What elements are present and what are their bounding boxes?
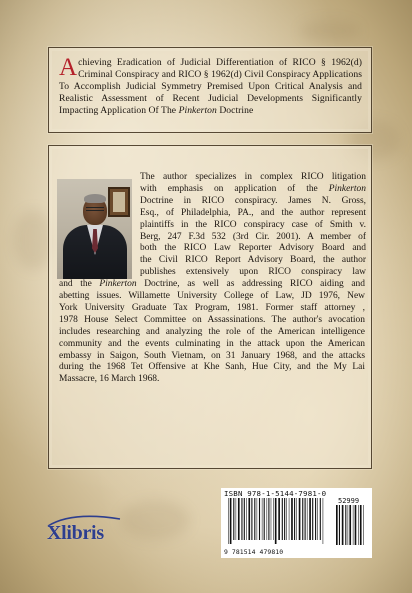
barcode-bar xyxy=(317,498,318,540)
barcode-bar xyxy=(251,498,252,540)
bio-line: 1978 House Select Committee on Assassinations. The author's avocation xyxy=(59,314,365,325)
headline-panel xyxy=(48,47,372,133)
bio-line: community and the events culminating in the attack upon the American xyxy=(59,338,365,349)
barcode-bar xyxy=(244,498,245,540)
author-bio xyxy=(49,146,373,470)
bio-line: during the 1968 Tet Offensive at Khe Sanh, Hue City, and the My Lai xyxy=(59,362,365,373)
bio-line: with emphasis on application of the Pinkerton xyxy=(140,183,366,194)
headline-text xyxy=(59,54,362,117)
bio-line: plaintiffs in the RICO conspiracy case of Smith v. xyxy=(140,219,366,230)
barcode-bar xyxy=(230,498,232,544)
barcode-bar xyxy=(307,498,308,540)
barcode-bar xyxy=(342,505,344,545)
barcode-bar xyxy=(336,505,338,545)
bio-line: Doctrine in RICO conspiracy. James N. Gross, xyxy=(140,195,366,206)
barcode-bar xyxy=(345,505,346,545)
barcode-bar xyxy=(296,498,297,540)
barcode-bar xyxy=(363,505,364,545)
barcode-bar xyxy=(278,498,280,540)
barcode-bar xyxy=(275,498,277,544)
bio-line: abetting issues. Willamette University College of Law, JD 1976, New xyxy=(59,291,365,301)
barcode-bar xyxy=(238,498,240,540)
barcode-number: 9 781514 479810 xyxy=(224,548,284,556)
barcode-bar xyxy=(289,498,290,540)
bio-panel xyxy=(48,145,372,469)
barcode-bar xyxy=(284,498,285,540)
barcode-bar xyxy=(312,498,313,540)
barcode-bar xyxy=(349,505,351,545)
barcode-box xyxy=(221,488,372,558)
barcode-bar xyxy=(302,498,303,540)
barcode-bar xyxy=(305,498,306,540)
barcode-bar xyxy=(264,498,265,540)
headline-main: chieving Eradication of Judicial Differentiation of RICO § 1962(d) Criminal Conspiracy and RICO § 1962(d) Civil Conspiracy Applications To Accomplish Judicial Symmetry Premised Upon Critical Analysis and Realistic Assessment of Recent Judicial Developments Significantly Impacting Application Of The xyxy=(59,57,362,117)
bio-line: Esq., of Philadelphia, PA., and the author represent xyxy=(140,207,366,218)
publisher-logo: Xlibris xyxy=(47,522,104,544)
barcode-bar xyxy=(273,498,274,540)
barcode-bar xyxy=(291,498,293,540)
barcode-bar xyxy=(353,505,354,545)
barcode-bar xyxy=(228,498,229,544)
bio-line: and the Pinkerton Doctrine, as well as addressing RICO aiding and xyxy=(59,279,365,290)
bio-line: York University Graduate Tax Program, 1981. Former staff attorney , xyxy=(59,302,365,313)
bio-line: the Civil RICO Report Advisory Board, the author xyxy=(140,255,366,266)
barcode-bar xyxy=(339,505,340,545)
barcode-bar xyxy=(259,498,260,540)
bio-line: both the RICO Law Reporter Advisory Board and xyxy=(140,243,366,254)
bio-line: Berg, 247 F.3d 532 (3rd Cir. 2001). A member of xyxy=(140,231,366,242)
barcode-bar xyxy=(320,498,321,540)
barcode-bar xyxy=(294,498,295,540)
barcode-bar xyxy=(271,498,272,540)
barcode-bar xyxy=(286,498,287,540)
parchment-stain xyxy=(300,20,360,42)
bio-line: publishes extensively upon RICO conspiracy law xyxy=(140,267,366,278)
barcode-bar xyxy=(358,505,359,545)
barcode-bar xyxy=(315,498,316,540)
barcode-bar xyxy=(246,498,247,540)
isbn-barcode xyxy=(227,498,331,546)
barcode-bar xyxy=(262,498,263,540)
bio-line: embassy in Saigon, South Vietnam, on 31 January 1968, and the attacks xyxy=(59,350,365,361)
price-code: 52999 xyxy=(338,497,360,505)
barcode-bar xyxy=(267,498,268,540)
barcode-bar xyxy=(348,505,349,545)
barcode-bar xyxy=(299,498,301,540)
price-barcode xyxy=(335,505,365,546)
barcode-bar xyxy=(282,498,283,540)
barcode-bar xyxy=(323,498,324,544)
parchment-stain xyxy=(120,500,190,540)
barcode-bar xyxy=(360,505,362,545)
bio-line: includes researching and analyzing the role of the American intelligence xyxy=(59,326,365,337)
barcode-bar xyxy=(233,498,234,540)
barcode-bar xyxy=(241,498,242,540)
barcode-bar xyxy=(309,498,311,540)
barcode-bar xyxy=(248,498,250,540)
drop-cap: A xyxy=(59,54,78,81)
isbn-label: ISBN 978-1-5144-7981-0 xyxy=(224,489,327,498)
barcode-bar xyxy=(355,505,357,545)
bio-line: Massacre, 16 March 1968. xyxy=(59,374,160,385)
barcode-bar xyxy=(257,498,258,540)
bio-line: The author specializes in complex RICO litigation xyxy=(140,172,366,182)
headline-end: Doctrine xyxy=(219,105,254,117)
barcode-bar xyxy=(236,498,237,540)
barcode-bar xyxy=(268,498,269,540)
barcode-bar xyxy=(254,498,255,540)
headline-italic: Pinkerton xyxy=(178,105,217,117)
